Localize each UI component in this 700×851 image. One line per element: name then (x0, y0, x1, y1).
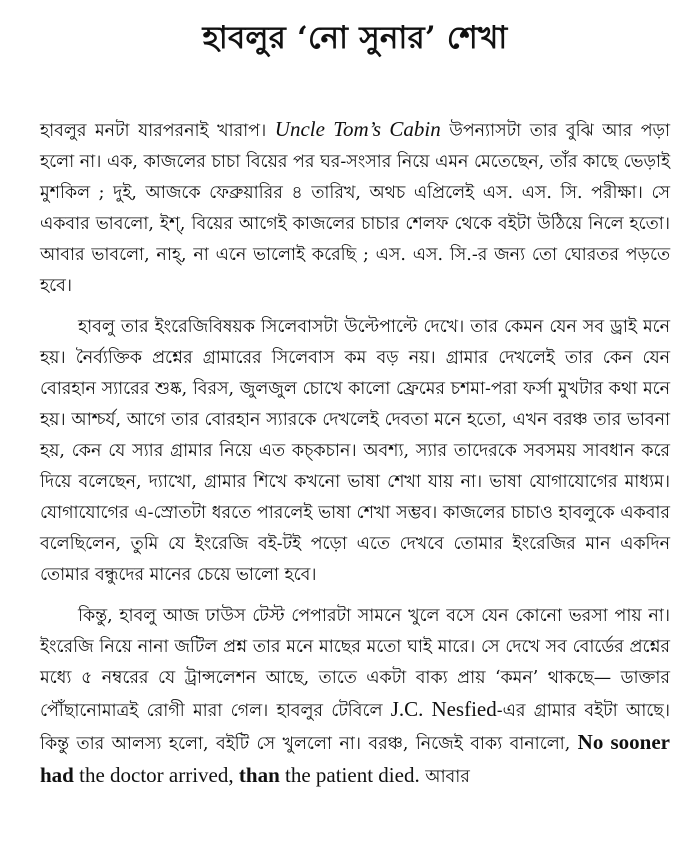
english-phrase-bold-than: than (238, 763, 280, 787)
paragraph-3-text-start: কিন্তু, হাবলু আজ ঢাউস টেস্ট পেপারটা সামনে খুলে বসে যেন কোনো ভরসা পায় না। ইংরেজি নিয়ে নানা জটিল প্রশ্ন তার মনে মাছের মতো ঘাই মারে। সে দেখে সব বোর্ডের প্রশ্নের মধ্যে ৫ নম্বরের যে ট্রান্সলেশন আছে, তাতে একটা বাক্য প্রায় ‘কমন’ থাকছে— ডাক্তার পৌঁছানোমাত্রই রোগী মারা গেল। হাবলুর টেবিলে (40, 606, 670, 721)
book-title: Uncle Tom’s Cabin (274, 117, 441, 141)
paragraph-3-text-end: আবার (419, 767, 470, 787)
author-name: J.C. Nesfied (390, 697, 497, 721)
paragraph-2-text: হাবলু তার ইংরেজিবিষয়ক সিলেবাসটা উল্টেপাল্টে দেখে। তার কেমন যেন সব ড্রাই মনে হয়। নৈর্ব্যক্তিক প্রশ্নের গ্রামারের সিলেবাস কম বড় নয়। গ্রামার দেখলেই তার কেন যেন বোরহান স্যারের শুষ্ক, বিরস, জুলজুল চোখে কালো ফ্রেমের চশমা-পরা ফর্সা মুখটার কথা মনে হয়। আশ্চর্য, আগে তার বোরহান স্যারকে দেখলেই দেবতা মনে হতো, এখন বরঞ্চ তার ভাবনা হয়, কেন যে স্যার গ্রামার নিয়ে এত কচ্কচান। অবশ্য, স্যার তাদেরকে সবসময় সাবধান করে দিয়ে বলেছেন, দ্যাখো, গ্রামার শিখে কখনো ভাষা শেখা যায় না। ভাষা যোগাযোগের মাধ্যম। যোগাযোগের এ-স্রোতটা ধরতে পারলেই ভাষা শেখা সম্ভব। কাজলের চাচাও হাবলুকে একবার বলেছিলেন, তুমি যে ইংরেজি বই-টই পড়ো এতে দেখবে তোমার ইংরেজির মান একদিন তোমার বন্ধুদের মানের চেয়ে ভালো হবে। (40, 317, 670, 585)
paragraph-3 (40, 601, 670, 793)
english-phrase-plain-patient-died: the patient died. (279, 763, 420, 787)
page-title: হাবলুর ‘নো সুনার’ শেখা (202, 20, 508, 56)
paragraph-1 (40, 114, 670, 302)
paragraph-3-text-middle: -এর গ্রামার বইটা আছে। কিন্তু তার আলস্য হলো, বইটি সে খুললো না। বরঞ্চ, নিজেই বাক্য বানালো, (40, 701, 670, 754)
english-phrase-plain-doctor-arrived: the doctor arrived, (73, 763, 239, 787)
paragraph-2 (40, 312, 670, 591)
paragraph-1-text-start: হাবলুর মনটা যারপরনাই খারাপ। (40, 121, 275, 141)
english-phrase-bold-no-sooner-had: No sooner had (40, 730, 670, 787)
paragraph-1-text-end: উপন্যাসটা তার বুঝি আর পড়া হলো না। এক, কাজলের চাচা বিয়ের পর ঘর-সংসার নিয়ে এমন মেতেছেন, তাঁর কাছে ভেড়াই মুশকিল ; দুই, আজকে ফেব্রুয়ারির ৪ তারিখ, অথচ এপ্রিলেই এস. এস. সি. পরীক্ষা। সে একবার ভাবলো, ইশ্, বিয়ের আগেই কাজলের চাচার শেলফ থেকে বইটা উঠিয়ে নিলে হতো। আবার ভাবলো, নাহ্, না এনে ভালোই করেছি ; এস. এস. সি.-র জন্য তো ঘোরতর পড়তে হবে। (40, 121, 670, 296)
